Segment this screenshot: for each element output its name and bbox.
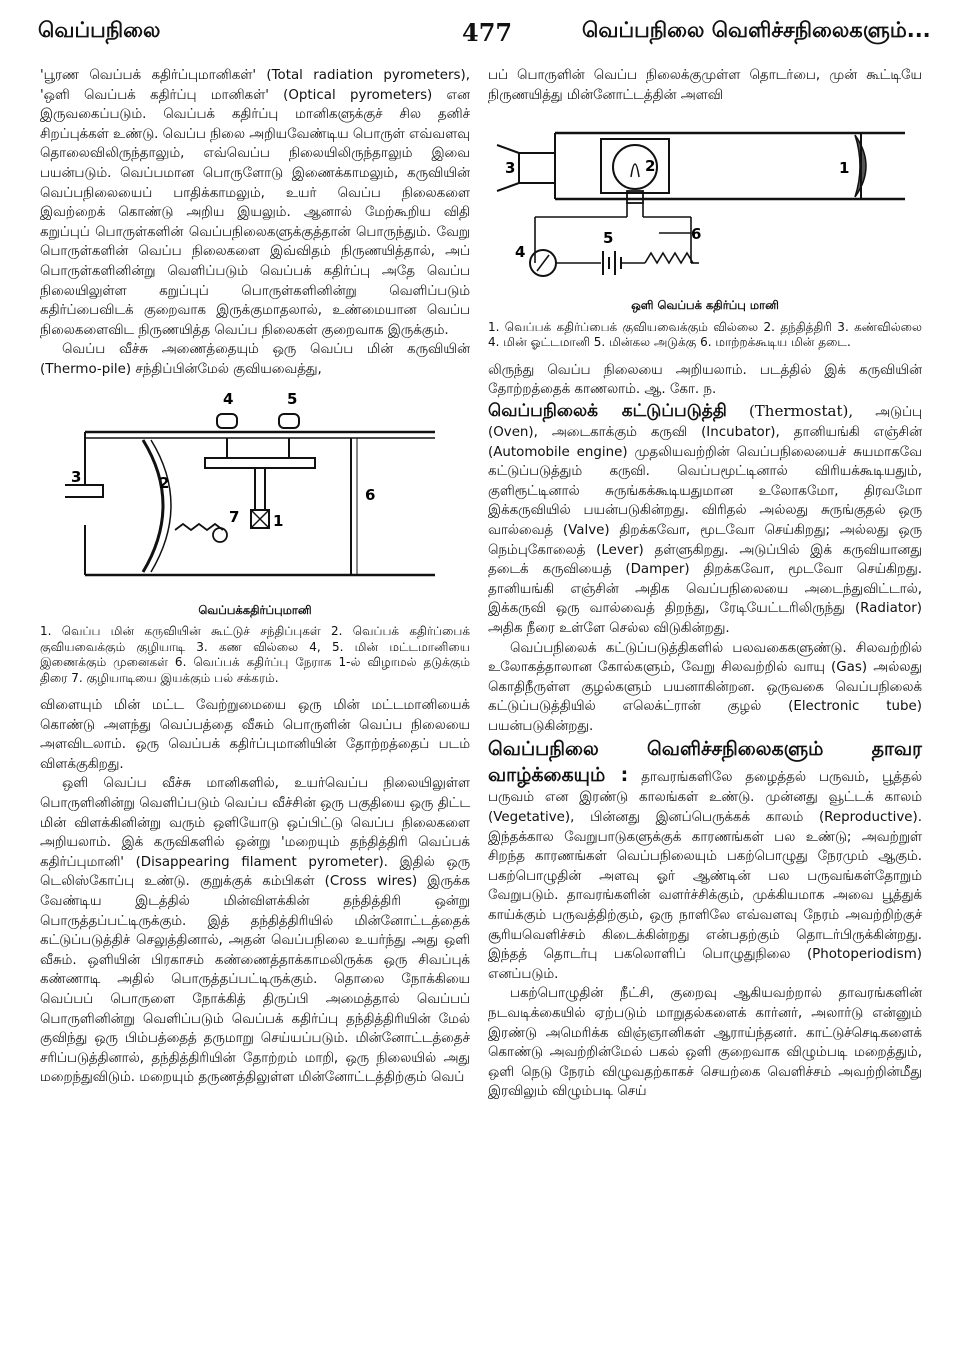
paragraph: ஒளி வெப்ப வீச்சு மானிகளில், உயர்வெப்ப நிலையிலுள்ள பொருளினின்று வெளிப்படும் வெப்ப வீச்சின் ஒரு பகுதியை ஒரு திட்ட மின் விளக்கினின்று வரும் ஒளியோடு ஒப்பிட்டு வெப்ப நிலைகளை அறியலாம். இக் கருவிகளில் ஒன்று 'மறையும் தந்தித்திரி வெப்பக் கதிர்ப்புமானி' (Disappearing filament pyrometer). இதில் ஒரு டெலிஸ்கோப்பு உண்டு. குறுக்குக் கம்பிகள் (Cross wires) இருக்க வேண்டிய இடத்தில் மின்விளக்கின் தந்தித்திரி ஒன்று பொருத்தப்பட்டிருக்கும். இத் தந்தித்திரியில் மின்னோட்டத்தைக் கட்டுப்படுத்திச் செலுத்தினால், அதன் வெப்பநிலை உயர்ந்து அது ஒளி வீசும். ஒளியின் பிரகாசம் கண்ணைத்தாக்காமலிருக்க ஒரு சிவப்புக் கண்ணாடி அதில் பொருத்தப்பட்டிருக்கும். தொலை நோக்கியை வெப்பப் பொருளை நோக்கித் திருப்பி அமைத்தால் வெப்பப் பொருளினின்று வெளிப்படும் வெப்பக் கதிர்ப்பு தந்தித்திரியின் மேல் குவிந்து ஒரு பிம்பத்தைத் தருமாறு செய்யப்படும். மின்னோட்டத்தைச் சரிப்படுத்தினால், தந்தித்திரியின் தோற்றம் மாறி, ஒரு நிலையில் அது மறைந்துவிடும். மறையும் தருணத்திலுள்ள மின்னோட்டத்திற்கும் வெப் (40, 776, 470, 1086)
plants-paragraph (488, 736, 922, 984)
fig-label-6: 6 (365, 485, 376, 504)
fig-label-5: 5 (603, 229, 614, 248)
left-column (40, 66, 470, 1088)
fig-label-7: 7 (229, 507, 240, 526)
fig-label-3: 3 (505, 159, 516, 178)
pyrometer-diagram (65, 390, 445, 595)
fig-label-5: 5 (287, 389, 298, 408)
figure-legend: 1. வெப்ப மின் கருவியின் கூட்டுச் சந்திப்புகள் 2. வெப்பக் கதிர்ப்பைக் குவியவைக்கும் குழியாடி 3. கண வில்லை 4, 5. மின் மட்டமானியை இணைக்கும் முனைகள் 6. வெப்பக் கதிர்ப்பு நேராக 1-ல் விழாமல் தடுக்கும் திரை 7. குழியாடியை இயக்கும் பல் சக்கரம். (40, 624, 470, 685)
figure-title: வெப்பக்கதிர்ப்புமானி (198, 602, 312, 617)
fig-label-4: 4 (515, 243, 526, 262)
paragraph: லிருந்து வெப்ப நிலையை அறியலாம். படத்தில் இக் கருவியின் தோற்றத்தைக் காணலாம். ஆ. கோ. ந. (488, 362, 922, 398)
optical-pyrometer-diagram (495, 115, 915, 290)
figure-legend: 1. வெப்பக் கதிர்ப்பைக் குவியவைக்கும் வில்லை 2. தந்தித்திரி 3. கண்வில்லை 4. மின் ஓட்டமானி 5. மின்கல அடுக்கு 6. மாற்றக்கூடிய மின் தடை. (488, 319, 922, 350)
fig-label-2: 2 (159, 473, 170, 492)
paragraph-text: அடுப்பு (Oven), அடைகாக்கும் கருவி (Incubator), தானியங்கி எஞ்சின் (Automobile engine) முதலியவற்றின் வெப்பநிலையைச் சுயமாகவே கட்டுப்படுத்தும் கருவி. வெப்பமூட்டினால் விரியக்கூடியதும், குளிரூட்டினால் சுருங்கக்கூடியதுமான உலோகமோ, திரவமோ இக்கருவியில் பயன்படுகின்றது. விரிதல் அல்லது சுருங்குதல் ஒரு வால்வைத் (Valve) திறக்கவோ, மூடவோ செய்கிறது; அல்லது ஒரு நெம்புகோலைத் (Lever) தள்ளுகிறது. அடுப்பில் இக் கருவியானது தடைக் கருவியைத் (Damper) திறக்கவோ, மூடவோ செய்கிறது. தானியங்கி எஞ்சின் அதிக வெப்பநிலையை அடைந்துவிட்டால், இக்கருவி ஒரு வால்வைத் திறந்து, ரேடியேட்டரிலிருந்து (Radiator) அதிக நீரை உள்ளே செல்ல விடுகின்றது. (488, 404, 922, 636)
right-column (488, 66, 922, 1102)
fig-label-1: 1 (839, 159, 850, 178)
paragraph: வெப்ப வீச்சு அணைத்தையும் ஒரு வெப்ப மின் கருவியின் (Thermo-pile) சந்திப்பின்மேல் குவியவைத்து, (40, 342, 470, 377)
running-head-left: வெப்பநிலை (38, 18, 161, 42)
section-heading-thermostat: வெப்பநிலைக் கட்டுப்படுத்தி (488, 400, 727, 421)
figure-optical-pyrometer (488, 115, 922, 290)
figure-radiation-pyrometer (40, 390, 470, 595)
section-heading-plants: வெப்பநிலை வெளிச்சநிலைகளும் தாவர வாழ்க்கையும் : (488, 738, 922, 787)
fig-label-4: 4 (223, 389, 234, 408)
running-head-right: வெப்பநிலை வெளிச்சநிலைகளும்... (582, 18, 931, 42)
paragraph: 'பூரண வெப்பக் கதிர்ப்புமானிகள்' (Total radiation pyrometers), 'ஒளி வெப்பக் கதிர்ப்பு மானிகள்' (Optical pyrometers) என இருவகைப்படும். வெப்பக் கதிர்ப்பு மானிகளுக்குச் சில தனிச் சிறப்புக்கள் உண்டு. வெப்ப நிலை அறியவேண்டிய பொருள் எவ்வளவு தொலைவிலிருந்தாலும், எவ்வெப்ப நிலையிலிருந்தாலும் இவை பயன்படும். வெப்பமான பொருளோடு இணைக்காமலும், கருவியின் வெப்பநிலையைப் பாதிக்காமலும், உயர் வெப்ப நிலைகளை இவற்றைக் கொண்டு அறிய இயலும். ஆனால் மேற்கூறிய விதி கறுப்புப் பொருள்களின் வெப்பநிலைகளுக்குத்தான் பொருந்தும். வேறு பொருள்களின் வெப்ப நிலைகளை இவ்விதம் நிருணயித்தால், அப் பொருள்களினின்று வெளிப்படும் வெப்பக் கதிர்ப்பு அதே வெப்ப நிலையிலுள்ள கறுப்புப் பொருள்களினின்று வெளிப்படும் கதிர்ப்பைவிடக் குறைவாக இருக்குமாதலால், உண்மையான வெப்ப நிலைகளைவிட நிருணயித்த வெப்ப நிலைகள் குறைவாக இருக்கும். (40, 68, 470, 338)
paragraph: பகற்பொழுதின் நீட்சி, குறைவு ஆகியவற்றால் தாவரங்களின் நடவடிக்கையில் ஏற்படும் மாறுதல்களைக் கார்னர், அலார்டு என்னும் இரண்டு அமெரிக்க விஞ்ஞானிகள் ஆராய்ந்தனர். காட்டுச்செடிகளைக் கொண்டு அவற்றின்மேல் பகல் ஒளி குறைவாக விழும்படி மறைத்தும், ஒளி நெடு நேரம் விழுவதற்காகச் செயற்கை வெளிச்சம் அவற்றின்மீது இரவிலும் விழும்படி செய் (488, 986, 922, 1100)
paragraph: விளையும் மின் மட்ட வேற்றுமையை ஒரு மின் மட்டமானியைக் கொண்டு அளந்து வெப்பத்தை வீசும் பொருளின் வெப்ப நிலையை அளவிடலாம். ஒரு வெப்பக் கதிர்ப்புமானியின் தோற்றத்தைப் படம் விளக்குகிறது. (40, 698, 470, 772)
fig-label-6: 6 (691, 225, 702, 244)
fig-label-2: 2 (645, 157, 656, 176)
fig-label-1: 1 (273, 511, 284, 530)
section-heading-thermostat-en: (Thermostat), (748, 401, 854, 420)
paragraph: வெப்பநிலைக் கட்டுப்படுத்திகளில் பலவகைகளுண்டு. சிலவற்றில் உலோகத்தாலான கோல்களும், வேறு சிலவற்றில் வாயு (Gas) அல்லது கொதிநீருள்ள குழல்களும் பயனாகின்றன. ஒருவகை வெப்பநிலைக் கட்டுப்படுத்தியில் எலெக்ட்ரான் குழல் (Electronic tube) பயன்படுகின்றது. (488, 640, 922, 734)
fig-label-3: 3 (71, 467, 82, 486)
paragraph: பப் பொருளின் வெப்ப நிலைக்குமுள்ள தொடர்பை, முன் கூட்டியே நிருணயித்து மின்னோட்டத்தின் அளவி (488, 68, 922, 103)
figure-title: ஒளி வெப்பக் கதிர்ப்பு மானி (631, 298, 779, 313)
paragraph-text: தாவரங்களிலே தழைத்தல் பருவம், பூத்தல் பருவம் என இரண்டு காலங்கள் உண்டு. முன்னது வூட்டக் காலம் (Vegetative), பின்னது இனப்பெருக்கக் காலம் (Reproductive). இந்தக்கால வேறுபாடுகளுக்குக் காரணங்கள் பல உண்டு; அவற்றுள் சிறந்த காரணங்கள் வெப்பநிலையும் பகற்பொழுது நேரமும் ஆகும். பகற்பொழுதின் அளவு ஓர் ஆண்டின் பல பருவங்கள்தோறும் வேறுபடும். தாவரங்களின் வளர்ச்சிக்கும், முக்கியமாக அவை பூத்துக் காய்க்கும் பருவத்திற்கும், ஒரு நாளிலே எவ்வளவு நேரம் அவற்றிற்குச் சூரியவெளிச்சம் கிடைக்கின்றது என்பதற்கும் தொடர்பிருக்கின்றது. இந்தத் தொடர்பு பகலொளிப் பொழுதுநிலை (Photoperiodism) எனப்படும். (488, 770, 922, 982)
thermostat-paragraph (488, 400, 922, 639)
page-number: 477 (462, 18, 513, 47)
